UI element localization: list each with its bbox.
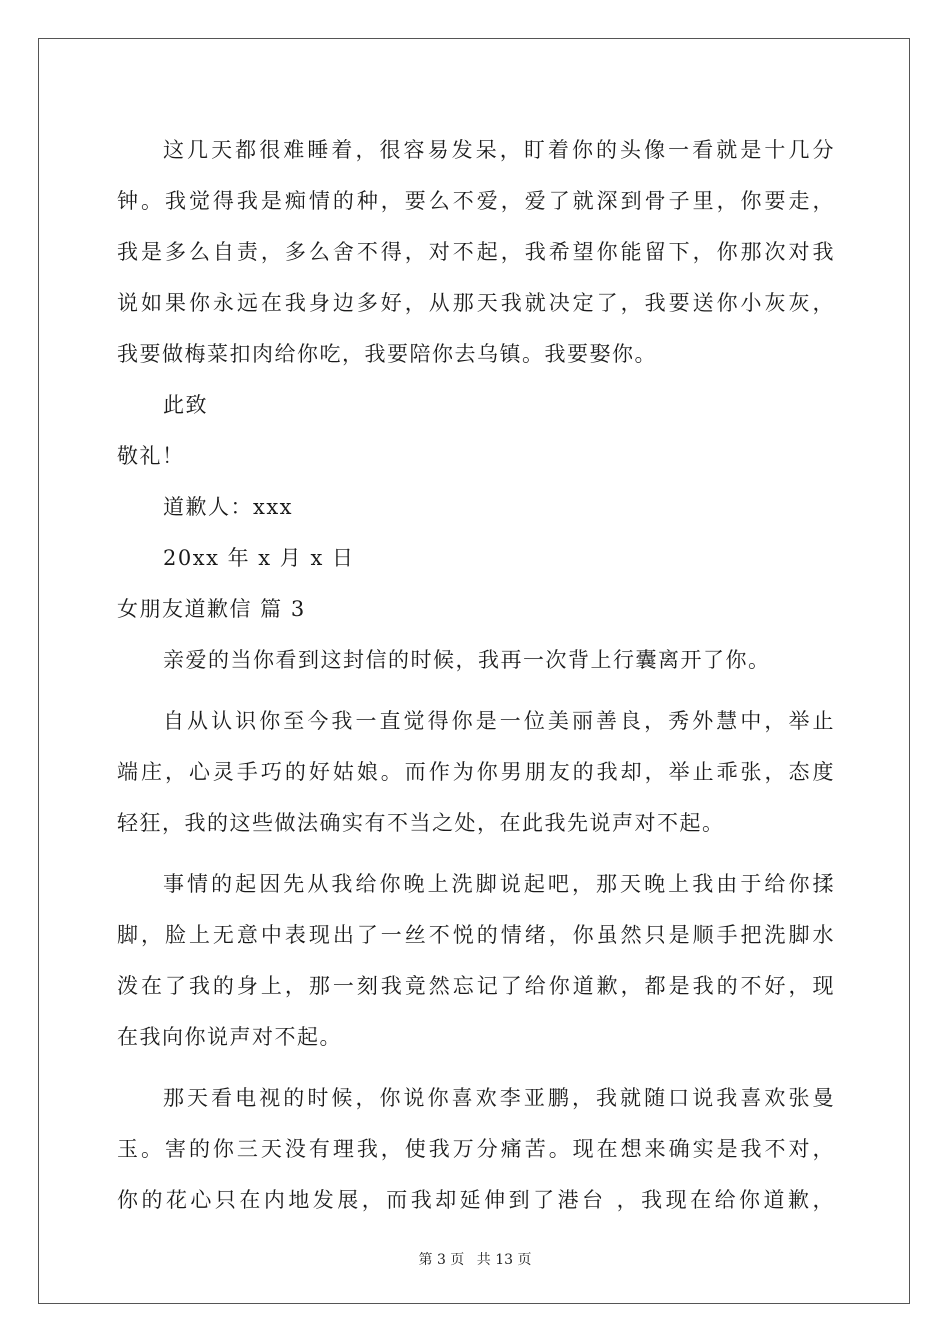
text-line: 在我向你说声对不起。: [117, 1025, 342, 1049]
page-footer: [0, 1249, 950, 1269]
paragraph: [117, 859, 835, 1063]
text-line: 那天看电视的时候，你说你喜欢李亚鹏，我就随口说我喜欢张曼: [163, 1086, 835, 1110]
text-line: 说如果你永远在我身边多好，从那天我就决定了，我要送你小灰灰，: [117, 291, 835, 315]
page-total: 共 13 页: [476, 1252, 532, 1268]
text-line: 轻狂，我的这些做法确实有不当之处，在此我先说声对不起。: [117, 811, 725, 835]
closing-cizhi: 此致: [163, 393, 208, 417]
date: 20xx 年 x 月 x 日: [163, 546, 355, 570]
text-line: 泼在了我的身上，那一刻我竟然忘记了给你道歉，都是我的不好，现: [117, 974, 835, 998]
text-line: 玉。害的你三天没有理我，使我万分痛苦。现在想来确实是我不对，: [117, 1137, 835, 1161]
closing-jingli: 敬礼！: [117, 444, 185, 468]
text-line: 亲爱的当你看到这封信的时候，我再一次背上行囊离开了你。: [163, 648, 771, 672]
section-title: 女朋友道歉信 篇 3: [117, 597, 306, 621]
signer: 道歉人：xxx: [163, 495, 294, 519]
text-line: 事情的起因先从我给你晚上洗脚说起吧，那天晚上我由于给你揉: [163, 872, 835, 896]
letter-body: [117, 125, 835, 1226]
text-line: 你的花心只在内地发展，而我却延伸到了港台 ，我现在给你道歉，: [117, 1188, 835, 1212]
text-line: 脚，脸上无意中表现出了一丝不悦的情绪，你虽然只是顺手把洗脚水: [117, 923, 835, 947]
page-number: 第 3 页: [418, 1252, 465, 1268]
text-line: 这几天都很难睡着，很容易发呆，盯着你的头像一看就是十几分: [163, 138, 835, 162]
text-line: 自从认识你至今我一直觉得你是一位美丽善良，秀外慧中，举止: [163, 709, 835, 733]
text-line: 我要做梅菜扣肉给你吃，我要陪你去乌镇。我要娶你。: [117, 342, 657, 366]
text-line: 钟。我觉得我是痴情的种，要么不爱，爱了就深到骨子里，你要走，: [117, 189, 835, 213]
text-line: 端庄，心灵手巧的好姑娘。而作为你男朋友的我却，举止乖张，态度: [117, 760, 835, 784]
paragraph: [117, 696, 835, 849]
text-line: 我是多么自责，多么舍不得，对不起，我希望你能留下，你那次对我: [117, 240, 835, 264]
paragraph: [117, 1073, 835, 1226]
paragraph: [117, 125, 835, 380]
